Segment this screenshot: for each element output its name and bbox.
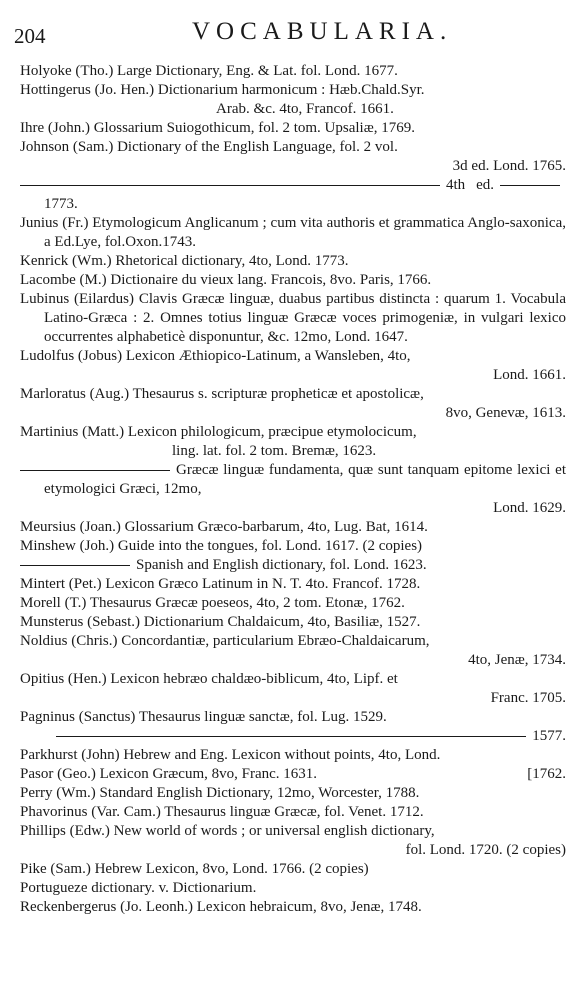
list-item: Phillips (Edw.) New world of words ; or universal english dictionary, fol. Lond. 1720. (2 copies) bbox=[20, 823, 566, 858]
list-item: Hottingerus (Jo. Hen.) Dictionarium harmonicum : Hæb.Chald.Syr. Arab. &c. 4to, Francof. 1661. bbox=[20, 82, 425, 117]
ditto-rule bbox=[500, 185, 560, 186]
ditto-rule bbox=[20, 470, 170, 471]
list-item: Parkhurst (John) Hebrew and Eng. Lexicon without points, 4to, Lond. bbox=[20, 747, 441, 763]
list-item: Phavorinus (Var. Cam.) Thesaurus linguæ Græcæ, fol. Venet. 1712. bbox=[20, 804, 424, 820]
list-item: 1577. bbox=[20, 727, 566, 746]
ditto-rule bbox=[56, 736, 526, 737]
page-header bbox=[14, 10, 564, 50]
list-item: Noldius (Chris.) Concordantiæ, particularium Ebræo-Chaldaicarum, 4to, Jenæ, 1734. bbox=[20, 633, 566, 668]
list-item: Spanish and English dictionary, fol. Lond. 1623. bbox=[20, 556, 566, 575]
page-number: 204 bbox=[14, 24, 46, 48]
ditto-rule bbox=[20, 185, 440, 186]
list-item: Minshew (Joh.) Guide into the tongues, fol. Lond. 1617. (2 copies) bbox=[20, 538, 423, 554]
list-item: Morell (T.) Thesaurus Græcæ poeseos, 4to, 2 tom. Etonæ, 1762. bbox=[20, 595, 405, 611]
list-item: Junius (Fr.) Etymologicum Anglicanum ; cum vita authoris et grammatica Anglo-saxonica, a Ed.Lye, fol.Oxon.1743. bbox=[20, 215, 566, 250]
list-item: Mintert (Pet.) Lexicon Græco Latinum in N. T. 4to. Francof. 1728. bbox=[20, 576, 421, 592]
list-item: Ludolfus (Jobus) Lexicon Æthiopico-Latinum, a Wansleben, 4to, Lond. 1661. bbox=[20, 348, 566, 383]
list-item: Lubinus (Eilardus) Clavis Græcæ linguæ, duabus partibus distincta : quarum 1. Vocabula Latino-Græca : 2. Omnes totius linguæ Græcæ voces primogeniæ, in vulgari lexico occurrentes alphabeticè disponuntur, &c. 12mo, Lond. 1647. bbox=[20, 291, 566, 345]
list-item: Johnson (Sam.) Dictionary of the English Language, fol. 2 vol. 3d ed. Lond. 1765. bbox=[20, 139, 566, 174]
list-item: Græcæ linguæ fundamenta, quæ sunt tanquam epitome lexici et etymologici Græci, 12mo, Lond. 1629. bbox=[20, 461, 566, 518]
ditto-rule bbox=[20, 565, 130, 566]
list-item: Pike (Sam.) Hebrew Lexicon, 8vo, Lond. 1766. (2 copies) bbox=[20, 861, 369, 877]
list-item: Holyoke (Tho.) Large Dictionary, Eng. & Lat. fol. Lond. 1677. bbox=[20, 63, 398, 79]
list-item: Perry (Wm.) Standard English Dictionary, 12mo, Worcester, 1788. bbox=[20, 785, 420, 801]
running-title: VOCABULARIA. bbox=[192, 18, 453, 45]
list-item: Marloratus (Aug.) Thesaurus s. scripturæ propheticæ et apostolicæ, 8vo, Genevæ, 1613. bbox=[20, 386, 566, 421]
list-item: Reckenbergerus (Jo. Leonh.) Lexicon hebraicum, 8vo, Jenæ, 1748. bbox=[20, 899, 422, 915]
vocabulary-list bbox=[20, 62, 566, 917]
list-item: Ihre (John.) Glossarium Suiogothicum, fol. 2 tom. Upsaliæ, 1769. bbox=[20, 120, 415, 136]
list-item: Opitius (Hen.) Lexicon hebræo chaldæo-biblicum, 4to, Lipf. et Franc. 1705. bbox=[20, 671, 566, 706]
list-item: 4th ed.1773. bbox=[20, 176, 566, 214]
list-item: Martinius (Matt.) Lexicon philologicum, præcipue etymolocicum, ling. lat. fol. 2 tom. Bremæ, 1623. bbox=[20, 424, 417, 459]
list-item: Pagninus (Sanctus) Thesaurus linguæ sanctæ, fol. Lug. 1529. bbox=[20, 709, 387, 725]
list-item: Lacombe (M.) Dictionaire du vieux lang. Francois, 8vo. Paris, 1766. bbox=[20, 272, 432, 288]
list-item: Kenrick (Wm.) Rhetorical dictionary, 4to, Lond. 1773. bbox=[20, 253, 349, 269]
list-item: Munsterus (Sebast.) Dictionarium Chaldaicum, 4to, Basiliæ, 1527. bbox=[20, 614, 421, 630]
list-item: Portugueze dictionary. v. Dictionarium. bbox=[20, 880, 257, 896]
list-item: Pasor (Geo.) Lexicon Græcum, 8vo, Franc. 1631. [1762. bbox=[20, 766, 566, 782]
list-item: Meursius (Joan.) Glossarium Græco-barbarum, 4to, Lug. Bat, 1614. bbox=[20, 519, 428, 535]
